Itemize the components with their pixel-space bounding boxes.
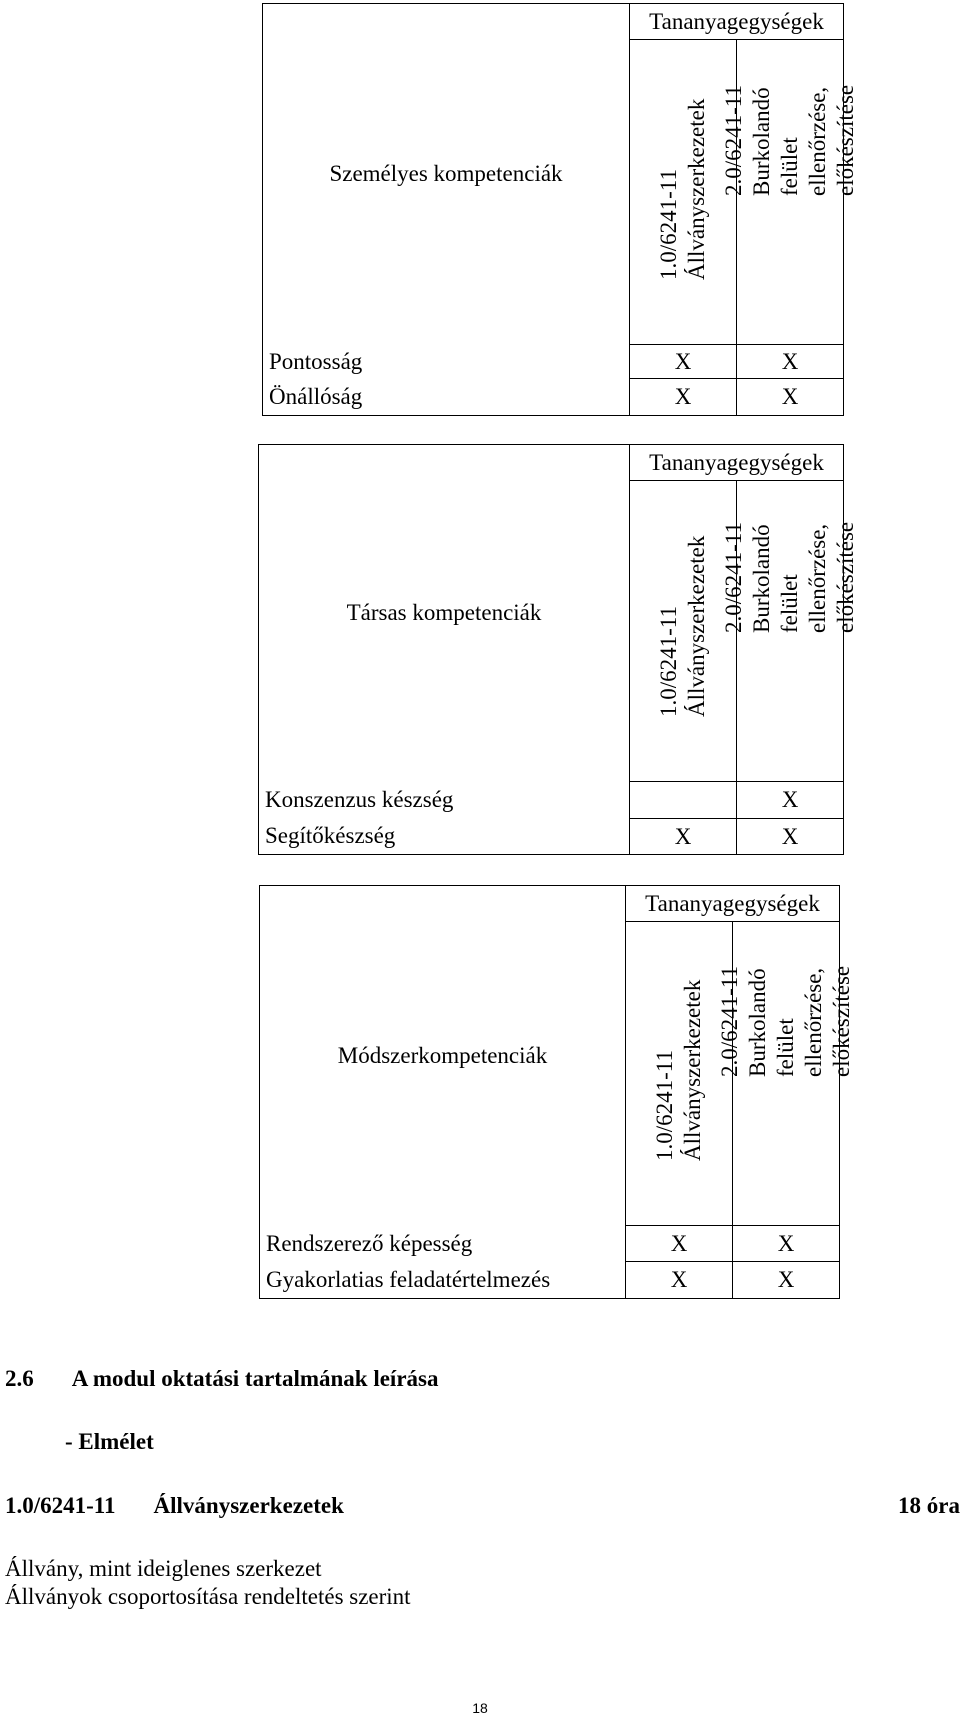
row-mark: X — [737, 782, 844, 819]
row-mark — [630, 782, 737, 819]
row-label: Konszenzus készség — [259, 782, 630, 819]
row-mark: X — [630, 379, 737, 416]
column-header-1: 1.0/6241-11 Állványszerkezetek — [626, 922, 733, 1226]
section-heading — [5, 1366, 438, 1392]
row-label: Önállóság — [263, 379, 630, 416]
table-row — [263, 345, 844, 379]
method-competencies-table — [259, 885, 854, 1299]
row-label: Rendszerező képesség — [260, 1226, 626, 1262]
table-title: Társas kompetenciák — [259, 445, 630, 782]
column-header-2: 2.0/6241-11 Burkolandó felület ellenőrzése, előkészítése — [737, 481, 844, 782]
row-mark: X — [630, 345, 737, 379]
content-line: Állvány, mint ideiglenes szerkezet — [5, 1556, 322, 1581]
section-title: A modul oktatási tartalmának leírása — [71, 1366, 439, 1391]
personal-competencies-table — [262, 3, 858, 416]
table-row — [260, 1226, 840, 1262]
row-mark: X — [626, 1262, 733, 1299]
row-mark: X — [737, 819, 844, 855]
row-mark: X — [733, 1262, 840, 1299]
column-header-1: 1.0/6241-11 Állványszerkezetek — [630, 40, 737, 345]
table-row — [263, 379, 844, 416]
table-row — [260, 1262, 840, 1299]
column-header-2: 2.0/6241-11 Burkolandó felület ellenőrzése, előkészítése — [733, 922, 840, 1226]
table-row — [259, 819, 844, 855]
module-name: Állványszerkezetek — [153, 1493, 344, 1518]
row-mark: X — [626, 1226, 733, 1262]
group-header: Tananyagegységek — [630, 4, 844, 40]
module-hours: 18 óra — [898, 1493, 960, 1518]
row-label: Pontosság — [263, 345, 630, 379]
row-label: Gyakorlatias feladatértelmezés — [260, 1262, 626, 1299]
row-mark: X — [733, 1226, 840, 1262]
section-subtitle: - Elmélet — [65, 1429, 154, 1454]
row-mark: X — [630, 819, 737, 855]
social-competencies-table — [258, 444, 858, 855]
row-label: Segítőkészség — [259, 819, 630, 855]
table-title: Módszerkompetenciák — [260, 886, 626, 1226]
content-line: Állványok csoportosítása rendeltetés szerint — [5, 1584, 411, 1609]
table-row — [259, 782, 844, 819]
row-mark: X — [737, 345, 844, 379]
table-title: Személyes kompetenciák — [263, 4, 630, 345]
row-mark: X — [737, 379, 844, 416]
column-header-1: 1.0/6241-11 Állványszerkezetek — [630, 481, 737, 782]
group-header: Tananyagegységek — [630, 445, 844, 481]
page-number: 18 — [472, 1700, 488, 1716]
column-header-2: 2.0/6241-11 Burkolandó felület ellenőrzése, előkészítése — [737, 40, 844, 345]
module-code: 1.0/6241-11 — [5, 1493, 116, 1518]
module-line — [5, 1493, 960, 1519]
group-header: Tananyagegységek — [626, 886, 840, 922]
section-number: 2.6 — [5, 1366, 34, 1391]
